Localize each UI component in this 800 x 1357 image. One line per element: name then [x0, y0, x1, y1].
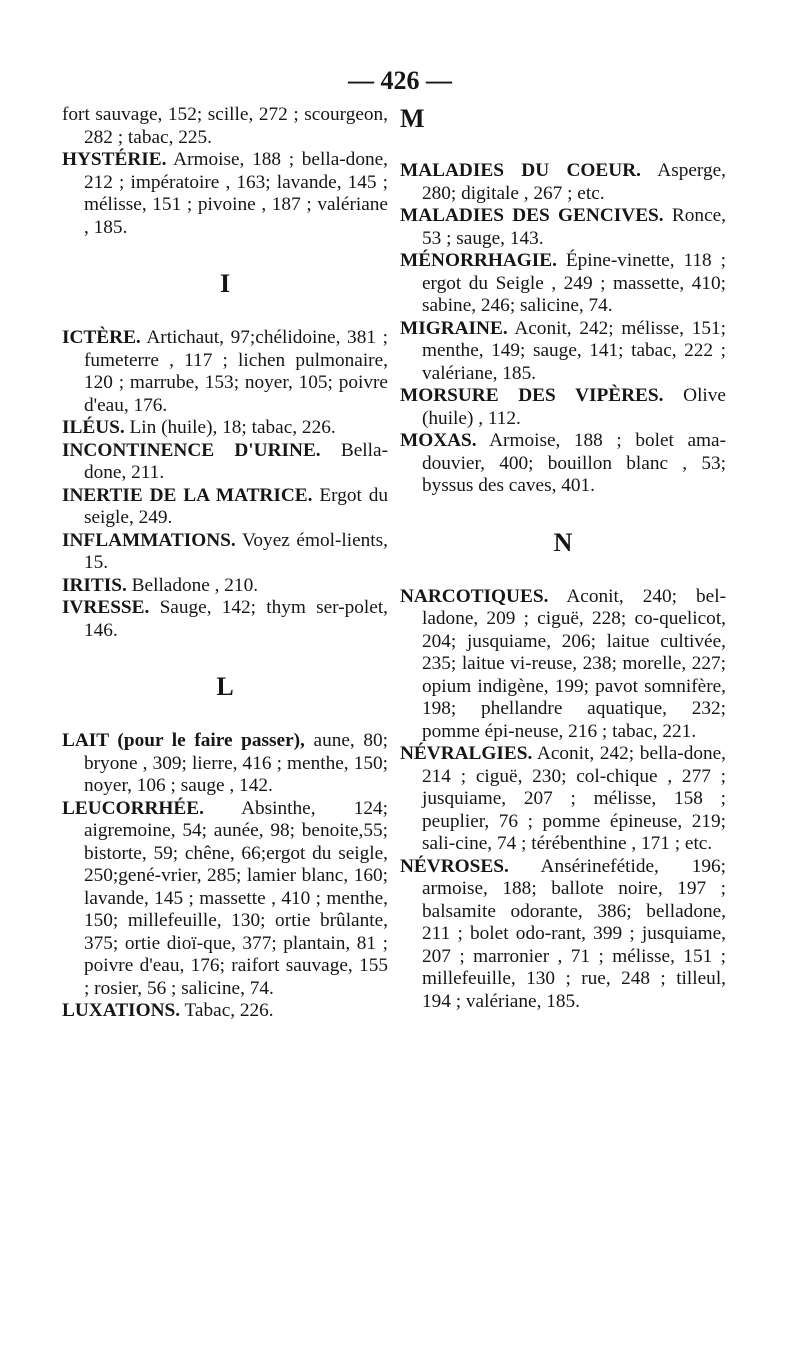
entry-text: Aconit, 242; mélisse, 151; menthe, 149; sauge, 141; tabac, 222 ; valériane, 185. — [422, 317, 726, 384]
entry — [62, 597, 388, 642]
entry — [400, 430, 726, 498]
entry — [400, 205, 726, 250]
entry — [62, 440, 388, 485]
entry-headword: LEUCORRHÉE. — [62, 797, 204, 819]
entry-text: Ansérinefétide, 196; armoise, 188; ballote noire, 197 ; balsamite odorante, 386; belladone, 211 ; bolet odo-rant, 399 ; jusquiame, 207 ; marronier , 71 ; mélisse, 151 ; millefeuille, 130 ; rue, 248 ; tilleul, 194 ; valériane, 185. — [422, 855, 726, 1012]
entry-text: Absinthe, 124; aigremoine, 54; aunée, 98; benoite,55; bistorte, 59; chêne, 66;ergot du seigle, 250;gené-vrier, 285; lamier blanc, 160; lavande, 145 ; massette , 410 ; menthe, 150; millefeuille, 130; ortie brûlante, 375; ortie dioï-que, 377; plantain, 81 ; poivre d'eau, 176; raifort sauvage, 155 ; rosier, 56 ; salicine, 74. — [84, 797, 388, 999]
page-number: — 426 — — [348, 66, 452, 95]
entry-text: Tabac, 226. — [180, 1000, 274, 1021]
entry-headword: LAIT (pour le faire passer), — [62, 730, 305, 751]
left-column — [62, 104, 388, 1023]
entry-headword: ICTÈRE. — [62, 327, 141, 348]
entry-text: Ronce, 53 ; sauge, 143. — [422, 205, 727, 249]
entry — [62, 104, 388, 149]
entry — [62, 1000, 388, 1023]
entries-a-group — [62, 104, 388, 239]
entry-headword: MOXAS. — [400, 430, 477, 451]
entry-headword: NARCOTIQUES. — [400, 585, 549, 607]
entry-text: Voyez émol-lients, 15. — [84, 529, 388, 573]
entry-headword: HYSTÉRIE. — [62, 149, 167, 170]
entry-headword: LUXATIONS. — [62, 1000, 181, 1021]
entry-text: Olive (huile) , 112. — [422, 385, 726, 429]
entry-text: Armoise, 188 ; bolet ama-douvier, 400; bouillon blanc , 53; byssus des caves, 401. — [422, 430, 726, 496]
section-letter-l: L — [216, 672, 234, 701]
entry-headword: MÉNORRHAGIE. — [400, 250, 557, 271]
entry-headword: IVRESSE. — [62, 597, 150, 618]
entries-l-group — [62, 730, 388, 1023]
entry — [62, 417, 388, 440]
entry — [400, 318, 726, 386]
entries-m-group — [400, 160, 726, 498]
entry — [400, 856, 726, 1014]
entry — [400, 385, 726, 430]
section-letter-n: N — [553, 527, 573, 557]
entry-text: Asperge, 280; digitale , 267 ; etc. — [422, 160, 726, 204]
entry — [62, 798, 388, 1001]
section-letter-m: M — [400, 104, 425, 133]
entry-headword: MORSURE DES VIPÈRES. — [400, 385, 664, 406]
entries-i-group — [62, 327, 388, 642]
entry — [62, 149, 388, 239]
entry-text: Armoise, 188 ; bella-done, 212 ; impératoire , 163; lavande, 145 ; mélisse, 151 ; pivoine , 187 ; valériane , 185. — [84, 149, 388, 238]
entry-text: fort sauvage, 152; scille, 272 ; scourgeon, 282 ; tabac, 225. — [62, 104, 388, 148]
entry-text: Belladone , 210. — [126, 574, 259, 596]
entry — [400, 586, 726, 744]
entries-n-group — [400, 586, 726, 1014]
entry-headword: ILÉUS. — [62, 417, 125, 438]
entry-headword: MALADIES DES GENCIVES. — [400, 205, 664, 226]
right-column — [400, 104, 726, 1013]
entry-text: Aconit, 242; bella-done, 214 ; ciguë, 230; col-chique , 277 ; jusquiame, 207 ; mélisse, 158 ; peuplier, 76 ; pomme épineuse, 219; sali-cine, 74 ; térébenthine , 171 ; etc. — [422, 743, 726, 854]
entry — [62, 530, 388, 575]
entry-headword: NÉVROSES. — [400, 855, 509, 877]
section-letter-i: I — [219, 269, 231, 298]
entry — [62, 485, 388, 530]
entry-text: Artichaut, 97;chélidoine, 381 ; fumeterre , 117 ; lichen pulmonaire, 120 ; marrube, 153; noyer, 105; poivre d'eau, 176. — [84, 327, 388, 416]
entry-headword: MIGRAINE. — [400, 317, 508, 339]
entry — [400, 743, 726, 856]
entry-text: aune, 80; bryone , 309; lierre, 416 ; menthe, 150; noyer, 106 ; sauge , 142. — [84, 730, 388, 796]
entry-text: Bella-done, 211. — [84, 439, 388, 483]
entry-headword: INFLAMMATIONS. — [62, 529, 236, 551]
entry-text: Épine-vinette, 118 ; ergot du Seigle , 249 ; massette, 410; sabine, 246; salicine, 74. — [422, 250, 726, 316]
entry — [400, 250, 726, 318]
entry-headword: INCONTINENCE D'URINE. — [62, 439, 321, 461]
entry-text: Sauge, 142; thym ser-polet, 146. — [84, 597, 388, 641]
entry-text: Lin (huile), 18; tabac, 226. — [124, 417, 336, 438]
entry — [400, 160, 726, 205]
entry — [62, 575, 388, 598]
entry-headword: INERTIE DE LA MATRICE. — [62, 484, 313, 506]
entry — [62, 730, 388, 798]
entry-text: Ergot du seigle, 249. — [84, 484, 388, 528]
entry-headword: IRITIS. — [62, 574, 127, 596]
entry-headword: NÉVRALGIES. — [400, 743, 533, 764]
entry-text: Aconit, 240; bel-ladone, 209 ; ciguë, 228; co-quelicot, 204; jusquiame, 206; laitue cultivée, 235; laitue vi-reuse, 238; morelle, 227; opium indigène, 199; pavot somnifère, 198; phellandre aquatique, 232; pomme épi-neuse, 216 ; tabac, 221. — [422, 585, 726, 742]
entry-headword: MALADIES DU COEUR. — [400, 160, 641, 181]
entry — [62, 327, 388, 417]
